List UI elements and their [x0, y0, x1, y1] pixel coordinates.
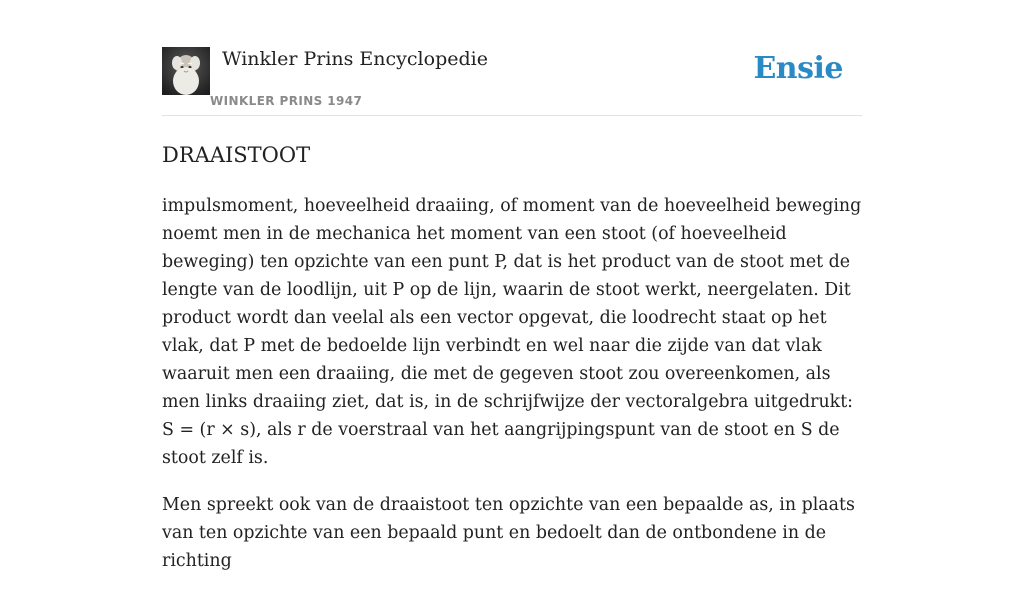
source-header	[162, 0, 862, 116]
source-title[interactable]: Winkler Prins Encyclopedie	[222, 48, 488, 70]
entry-title: DRAAISTOOT	[162, 143, 311, 167]
bearded-man-portrait-icon	[162, 47, 210, 95]
entry-paragraph: impulsmoment, hoeveelheid draaiing, of moment van de hoeveelheid beweging noemt men in de mechanica het moment van een stoot (of hoeveelheid beweging) ten opzichte van een punt P, dat is het product van de stoot met de lengte van de loodlijn, uit P op de lijn, waarin de stoot werkt, neergelaten. Dit product wordt dan veelal als een vector opgevat, die loodrecht staat op het vlak, dat P met de bedoelde lijn verbindt en wel naar die zijde van dat vlak waaruit men een draaiing, die met de gegeven stoot zou overeenkomen, als men links draaiing ziet, dat is, in de schrijfwijze der vectoralgebra uitgedrukt: S = (r × s), als r de voerstraal van het aangrijpingspunt van de stoot en S de stoot zelf is.	[162, 196, 862, 468]
brand-logo[interactable]: Ensie	[753, 51, 843, 86]
avatar[interactable]	[162, 47, 210, 95]
source-subtitle: WINKLER PRINS 1947	[210, 94, 363, 108]
entry-paragraph: Men spreekt ook van de draaistoot ten opzichte van een bepaalde as, in plaats van ten opzichte van een bepaald punt en bedoelt dan de ontbondene in de richting	[162, 495, 855, 571]
page-container	[162, 0, 862, 571]
entry-body	[162, 192, 866, 594]
